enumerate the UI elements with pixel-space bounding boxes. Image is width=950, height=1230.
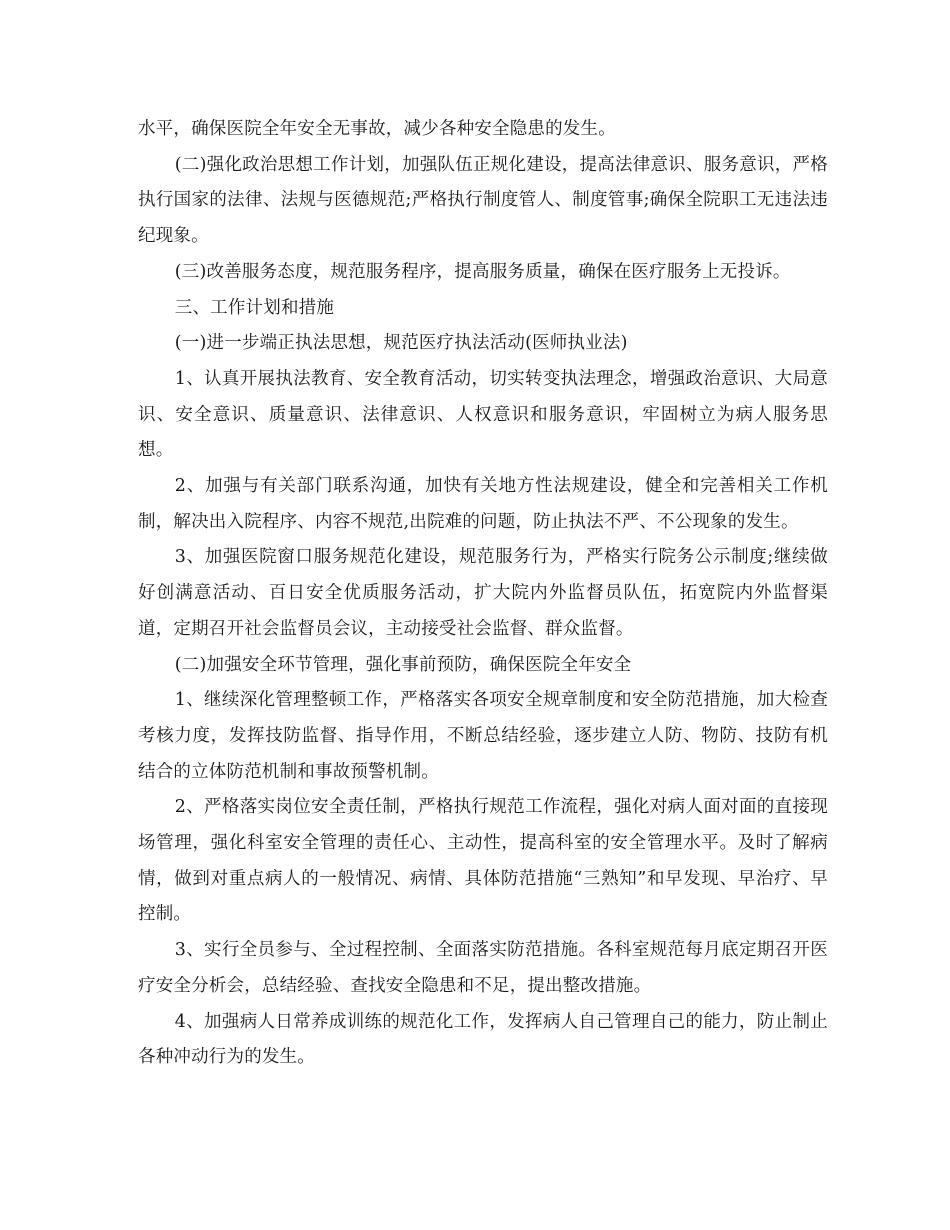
paragraph-political-work: (二)强化政治思想工作计划，加强队伍正规化建设，提高法律意识、服务意识，严格执行国家的法律、法规与医德规范;严格执行制度管人、制度管事;确保全院职工无违法违纪现象。 (138, 154, 828, 247)
subheading-safety-management: (二)加强安全环节管理，强化事前预防，确保医院全年安全 (174, 654, 632, 675)
subheading-law-enforcement: (一)进一步端正执法思想，规范医疗执法活动(医师执业法) (174, 333, 628, 354)
paragraph-item-2: 2、加强与有关部门联系沟通，加快有关地方性法规建设，健全和完善相关工作机制，解决出入院程序、内容不规范,出院难的问题，防止执法不严、不公现象的发生。 (138, 476, 828, 532)
paragraph-continuation: 水平，确保医院全年安全无事故，减少各种安全隐患的发生。 (138, 119, 616, 139)
paragraph-safety-item-2: 2、严格落实岗位安全责任制，严格执行规范工作流程，强化对病人面对面的直接现场管理，强化科室安全管理的责任心、主动性，提高科室的安全管理水平。及时了解病情，做到对重点病人的一般情况、病情、具体防范措施“三熟知”和早发现、早治疗、早控制。 (138, 797, 828, 925)
paragraph-safety-item-3: 3、实行全员参与、全过程控制、全面落实防范措施。各科室规范每月底定期召开医疗安全分析会，总结经验、查找安全隐患和不足，提出整改措施。 (138, 940, 828, 996)
paragraph-item-3: 3、加强医院窗口服务规范化建设，规范服务行为，严格实行院务公示制度;继续做好创满意活动、百日安全优质服务活动，扩大院内外监督员队伍，拓宽院内外监督渠道，定期召开社会监督员会议，主动接受社会监督、群众监督。 (138, 547, 828, 639)
paragraph-service-attitude: (三)改善服务态度，规范服务程序，提高服务质量，确保在医疗服务上无投诉。 (174, 261, 791, 282)
paragraph-safety-item-1: 1、继续深化管理整顿工作，严格落实各项安全规章制度和安全防范措施，加大检查考核力度，发挥技防监督、指导作用，不断总结经验，逐步建立人防、物防、技防有机结合的立体防范机制和事故预警机制。 (138, 690, 828, 782)
document-body (138, 112, 828, 1076)
section-heading-work-plan: 三、工作计划和措施 (174, 297, 335, 318)
paragraph-item-1: 1、认真开展执法教育、安全教育活动，切实转变执法理念，增强政治意识、大局意识、安全意识、质量意识、法律意识、人权意识和服务意识，牢固树立为病人服务思想。 (138, 368, 828, 461)
paragraph-safety-item-4: 4、加强病人日常养成训练的规范化工作，发挥病人自己管理自己的能力，防止制止各种冲动行为的发生。 (138, 1011, 828, 1068)
